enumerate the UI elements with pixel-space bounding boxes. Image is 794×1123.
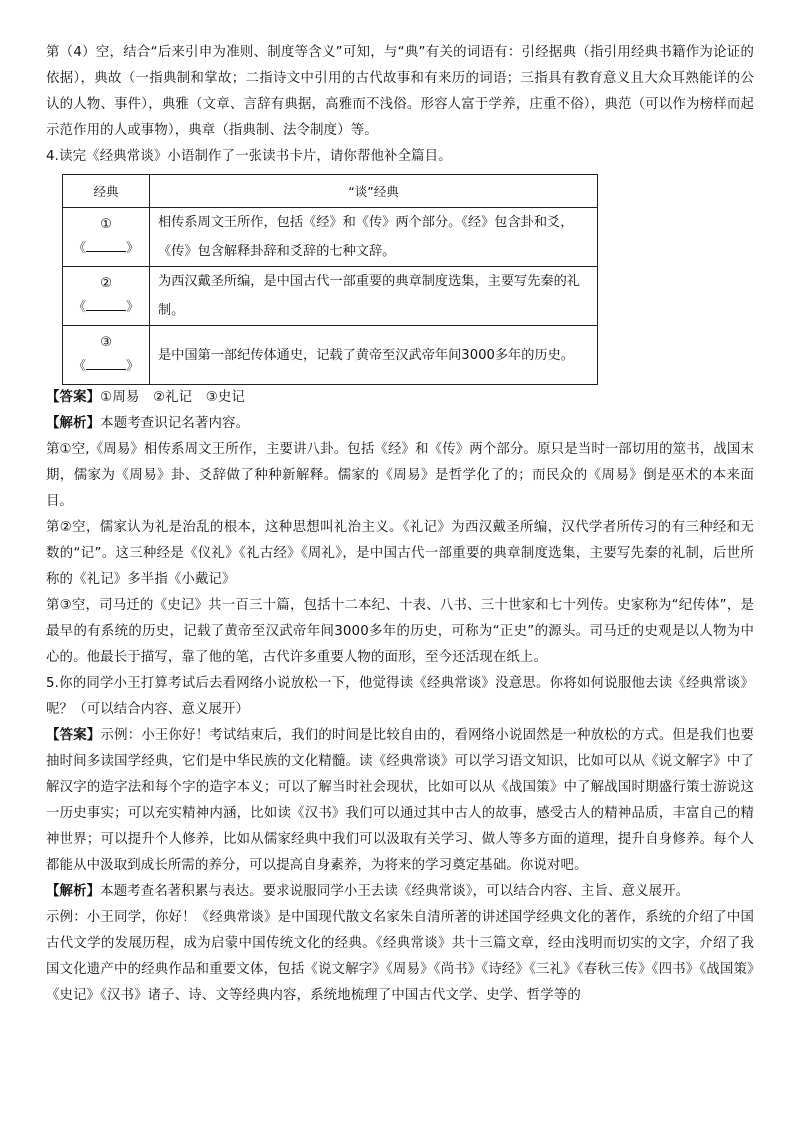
table-header-row <box>63 175 598 208</box>
analysis-4 <box>46 411 754 437</box>
analysis-5 <box>46 879 754 905</box>
table-row <box>63 267 598 326</box>
reading-card-table <box>62 174 598 385</box>
question-4: 4.读完《经典常谈》小语制作了一张读书卡片，请你帮他补全篇目。 <box>46 149 452 164</box>
blank-cell-1 <box>63 208 150 267</box>
question-5: 5.你的同学小王打算考试后去看网络小说放松一下，他觉得读《经典常谈》没意思。你将如何说服他去读《经典常谈》呢？（可以结合内容、意义展开） <box>46 676 754 717</box>
intro-paragraph: 第（4）空，结合“后来引申为准则、制度等含义”可知，与“典”有关的词语有：引经据典（指引用经典书籍作为论证的依据），典故（一指典制和掌故；二指诗文中引用的古代故事和有来历的词语；三指具有教育意义且大众耳熟能详的公认的人物、事件），典雅（文章、言辞有典据，高雅而不浅俗。形容人富于学养，庄重不俗），典范（可以作为榜样而起示范作用的人或事物），典章（指典制、法令制度）等。 <box>46 45 754 138</box>
answer-tag: 【答案】 <box>46 390 101 405</box>
answer-5 <box>46 723 754 879</box>
analysis-tag: 【解析】 <box>46 416 101 431</box>
table-row <box>63 208 598 267</box>
analysis-text: 本题考查识记名著内容。 <box>100 416 250 431</box>
answer-4 <box>46 385 754 411</box>
analysis-tag: 【解析】 <box>46 884 101 899</box>
analysis-paragraph-1: 第①空,《周易》相传系周文王所作，主要讲八卦。包括《经》和《传》两个部分。原只是当时一部切用的筮书，战国末期，儒家为《周易》卦、爻辞做了种种新解释。儒家的《周易》是哲学化了的；而民众的《周易》倒是巫术的本来面目。 <box>46 442 754 509</box>
description-cell: 相传系周文王所作，包括《经》和《传》两个部分。《经》包含卦和爻，《传》包含解释卦辞和爻辞的七种文辞。 <box>150 208 598 267</box>
header-classic: 经典 <box>63 175 150 208</box>
bracket-open: 《 <box>72 359 86 374</box>
analysis-text: 本题考查名著积累与表达。要求说服同学小王去读《经典常谈》，可以结合内容、主旨、意义展开。 <box>100 884 690 899</box>
document-page <box>46 40 754 1009</box>
row-number: ③ <box>100 335 112 350</box>
fill-blank[interactable] <box>86 298 126 311</box>
fill-blank[interactable] <box>86 357 126 370</box>
analysis-paragraph-2: 第②空，儒家认为礼是治乱的根本，这种思想叫礼治主义。《礼记》为西汉戴圣所编，汉代学者所传习的有三种经和无数的“记”。这三种经是《仪礼》《礼古经》《周礼》，是中国古代一部重要的典章制度选集，主要写先秦的礼制，后世所称的《礼记》多半指《小戴记》 <box>46 520 754 587</box>
bracket-close: 》 <box>126 359 140 374</box>
fill-blank[interactable] <box>86 239 126 252</box>
table-row <box>63 326 598 385</box>
example-paragraph: 示例：小王同学，你好！《经典常谈》是中国现代散文名家朱自清所著的讲述国学经典文化的著作，系统的介绍了中国古代文学的发展历程，成为启蒙中国传统文化的经典。《经典常谈》共十三篇文章，经由浅明而切实的文字，介绍了我国文化遗产中的经典作品和重要文体，包括《说文解字》《周易》《尚书》《诗经》《三礼》《春秋三传》《四书》《战国策》《史记》《汉书》诸子、诗、文等经典内容，系统地梳理了中国古代文学、史学、哲学等的 <box>46 910 754 1003</box>
answer-text: ①周易 ②礼记 ③史记 <box>100 390 245 405</box>
analysis-paragraph-3: 第③空，司马迁的《史记》共一百三十篇，包括十二本纪、十表、八书、三十世家和七十列传。史家称为“纪传体”，是最早的有系统的历史，记载了黄帝至汉武帝年间3000多年的历史，可称为“正史”的源头。司马迁的史观是以人物为中心的。他最长于描写，靠了他的笔，古代许多重要人物的面形，至今还活现在纸上。 <box>46 598 754 665</box>
bracket-close: 》 <box>126 300 140 315</box>
description-cell: 为西汉戴圣所编，是中国古代一部重要的典章制度选集，主要写先秦的礼制。 <box>150 267 598 326</box>
description-cell: 是中国第一部纪传体通史，记载了黄帝至汉武帝年间3000多年的历史。 <box>150 326 598 385</box>
blank-cell-3 <box>63 326 150 385</box>
answer-tag: 【答案】 <box>46 728 101 743</box>
row-number: ① <box>100 217 112 232</box>
header-talk: “谈”经典 <box>150 175 598 208</box>
bracket-close: 》 <box>126 241 140 256</box>
bracket-open: 《 <box>72 241 86 256</box>
answer-text: 示例：小王你好！考试结束后，我们的时间是比较自由的，看网络小说固然是一种放松的方式。但是我们也要抽时间多读国学经典，它们是中华民族的文化精髓。读《经典常谈》可以学习语文知识，比如可以从《说文解字》中了解汉字的造字法和每个字的造字本义；可以了解当时社会现状，比如可以从《战国策》中了解战国时期盛行策士游说这一历史事实；可以充实精神内涵，比如读《汉书》我们可以通过其中古人的故事，感受古人的精神品质，丰富自己的精神世界；可以提升个人修养，比如从儒家经典中我们可以汲取有关学习、做人等多方面的道理，提升自身修养。每个人都能从中汲取到成长所需的养分，可以提高自身素养，为将来的学习奠定基础。你说对吧。 <box>46 728 754 873</box>
blank-cell-2 <box>63 267 150 326</box>
bracket-open: 《 <box>72 300 86 315</box>
row-number: ② <box>100 276 112 291</box>
